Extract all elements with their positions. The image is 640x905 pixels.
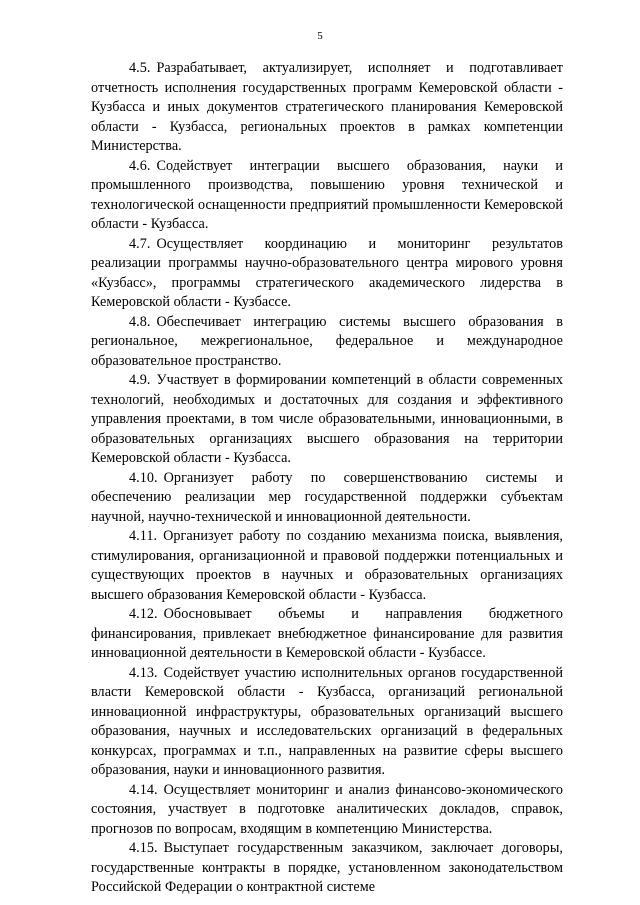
- paragraph-text: Осуществляет координацию и мониторинг результатов реализации программы научно-образовательного центра мирового уровня «Кузбасс», программы стратегического академического лидерства в Кемеровской области - Кузбассе.: [91, 235, 563, 310]
- paragraph-text: Содействует интеграции высшего образования, науки и промышленного производства, повышению уровня технической и технологической оснащенности предприятий промышленности Кемеровской области - Кузбасса.: [91, 157, 563, 232]
- paragraph-text: Организует работу по созданию механизма поиска, выявления, стимулирования, организационной и правовой поддержки потенциальных и существующих проектов в научных и образовательных организациях высшего образования Кемеровской области - Кузбасса.: [91, 528, 563, 603]
- paragraph-4-8: [91, 313, 563, 372]
- document-body: [91, 59, 563, 898]
- paragraph-4-9: [91, 371, 563, 469]
- paragraph-number: 4.10.: [129, 469, 158, 486]
- paragraph-number: 4.9.: [129, 372, 151, 388]
- page-number: 5: [317, 30, 323, 42]
- paragraph-4-14: [91, 781, 563, 840]
- paragraph-4-6: [91, 157, 563, 235]
- paragraph-text: Содействует участию исполнительных органов государственной власти Кемеровской области - Кузбасса, организаций региональной инновационной инфраструктуры, образовательных организаций высшего образования, научных и исследовательских организаций в федеральных конкурсах, программах и т.п., направленных на развитие сферы высшего образования, науки и инновационного развития.: [91, 664, 563, 778]
- paragraph-number: 4.6.: [129, 157, 151, 174]
- paragraph-4-15: [91, 839, 563, 898]
- paragraph-4-13: [91, 664, 563, 781]
- paragraph-number: 4.5.: [129, 60, 151, 76]
- paragraph-number: 4.15.: [129, 840, 158, 856]
- paragraph-text: Обосновывает объемы и направления бюджетного финансирования, привлекает внебюджетное финансирование для развития инновационной деятельности в Кемеровской области - Кузбассе.: [91, 606, 563, 661]
- paragraph-number: 4.13.: [129, 664, 158, 681]
- paragraph-4-11: [91, 527, 563, 605]
- paragraph-number: 4.14.: [129, 781, 158, 798]
- paragraph-text: Обеспечивает интеграцию системы высшего образования в региональное, межрегиональное, федеральное и международное образовательное пространство.: [91, 313, 563, 369]
- paragraph-4-5: [91, 59, 563, 157]
- paragraph-4-10: [91, 469, 563, 528]
- paragraph-4-7: [91, 235, 563, 313]
- paragraph-number: 4.7.: [129, 235, 151, 252]
- paragraph-text: Разрабатывает, актуализирует, исполняет и подготавливает отчетность исполнения государственных программ Кемеровской области - Кузбасса и иных документов стратегического планирования Кемеровской области - Кузбасса, региональных проектов в рамках компетенции Министерства.: [91, 60, 563, 154]
- paragraph-text: Выступает государственным заказчиком, заключает договоры, государственные контракты в порядке, установленном законодательством Российской Федерации о контрактной системе: [91, 840, 563, 895]
- paragraph-text: Организует работу по совершенствованию системы и обеспечению реализации мер государственной поддержки субъектам научной, научно-технической и инновационной деятельности.: [91, 469, 563, 525]
- paragraph-number: 4.11.: [129, 528, 158, 544]
- paragraph-number: 4.8.: [129, 313, 151, 330]
- paragraph-text: Участвует в формировании компетенций в области современных технологий, необходимых и достаточных для создания и эффективного управления проектами, в том числе образовательными, инновационными, в образовательных организациях высшего образования на территории Кемеровской области - Кузбасса.: [91, 372, 563, 466]
- paragraph-number: 4.12.: [129, 606, 158, 622]
- paragraph-4-12: [91, 605, 563, 664]
- paragraph-text: Осуществляет мониторинг и анализ финансово-экономического состояния, участвует в подготовке аналитических докладов, справок, прогнозов по вопросам, входящим в компетенцию Министерства.: [91, 781, 563, 837]
